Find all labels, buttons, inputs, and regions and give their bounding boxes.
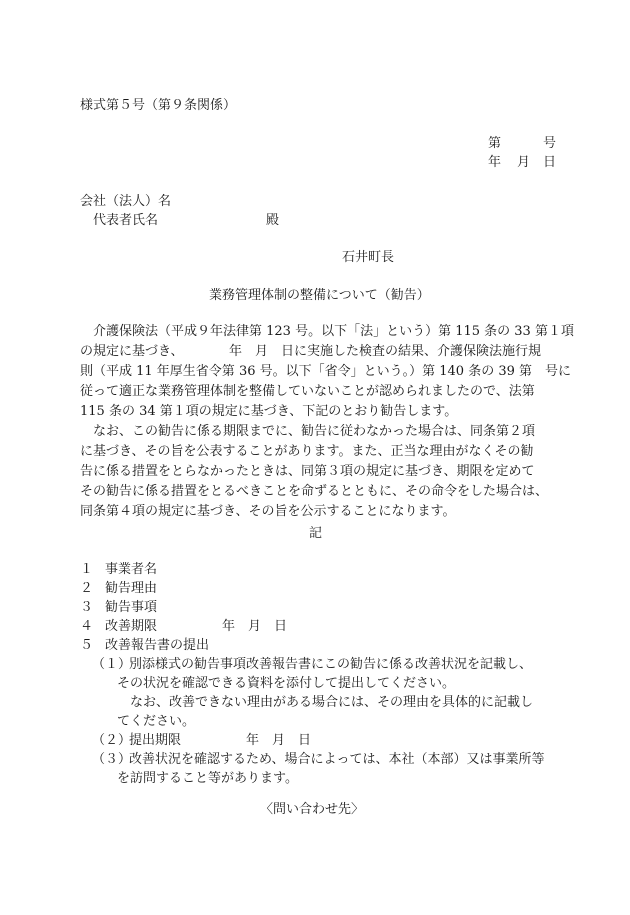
- number-prefix: 第: [488, 136, 502, 151]
- paragraph-line: 115 条の 34 第１項の規定に基づき、下記のとおり勧告します。: [80, 404, 458, 419]
- list-item: [80, 560, 560, 579]
- item-number: ５: [80, 638, 94, 653]
- list-item: [80, 617, 560, 636]
- item-text: 勧告事項: [105, 600, 158, 615]
- paragraph-line: 介護保険法（平成９年法律第 123 号。以下「法」という）第 115 条の 33 第１項: [80, 324, 574, 339]
- issuer: 石井町長: [342, 250, 395, 265]
- paragraph-line: 同条第４項の規定に基づき、その旨を公示することになります。: [80, 504, 456, 519]
- sub-item-continuation: [80, 693, 560, 712]
- date-month: 月: [517, 155, 531, 170]
- item-text: 改善期限 年 月 日: [105, 619, 288, 634]
- item-list: [80, 560, 560, 788]
- company-name-label: 会社（法人）名: [80, 194, 172, 209]
- number-suffix: 号: [543, 136, 557, 151]
- sub-item-text: なお、改善できない理由がある場合には、その理由を具体的に記載し: [117, 695, 534, 710]
- list-item: [80, 636, 560, 655]
- date-year: 年: [488, 155, 502, 170]
- sub-item-text: を訪問すること等があります。: [117, 771, 298, 786]
- sub-item-text: 提出期限 年 月 日: [129, 733, 312, 748]
- list-item: [80, 579, 560, 598]
- item-number: １: [80, 562, 94, 577]
- form-label: 様式第５号（第９条関係）: [80, 98, 237, 113]
- body-paragraph-1: [80, 322, 574, 422]
- paragraph-line: なお、この勧告に係る期限までに、勧告に従わなかった場合は、同条第２項: [80, 424, 536, 439]
- document-title: 業務管理体制の整備について（勧告）: [209, 288, 430, 303]
- sub-item-continuation: [80, 674, 560, 693]
- item-number: ２: [80, 581, 94, 596]
- paragraph-line: 則（平成 11 年厚生省令第 36 号。以下「省令」という。）第 140 条の 39 第 号に: [80, 364, 571, 379]
- sub-item-text: 改善状況を確認するため、場合によっては、本社（本部）又は事業所等: [129, 752, 545, 767]
- contact-heading: 〈問い合わせ先〉: [260, 802, 365, 817]
- item-number: ３: [80, 600, 94, 615]
- ki-heading: 記: [309, 526, 323, 541]
- list-item: [80, 598, 560, 617]
- item-text: 勧告理由: [105, 581, 158, 596]
- paragraph-line: 告に係る措置をとらなかったときは、同第３項の規定に基づき、期限を定めて: [80, 464, 535, 479]
- item-text: 事業者名: [105, 562, 158, 577]
- paragraph-line: の規定に基づき、 年 月 日に実施した検査の結果、介護保険法施行規: [80, 344, 541, 359]
- sub-item-continuation: [80, 712, 560, 731]
- body-paragraph-2: [80, 422, 552, 522]
- sub-item-3: [80, 750, 560, 769]
- honorific: 殿: [266, 213, 280, 228]
- sub-item-1: [80, 655, 560, 674]
- item-number: ４: [80, 619, 94, 634]
- paragraph-line: に基づき、その旨を公表することがあります。また、正当な理由がなくその勧: [80, 444, 534, 459]
- sub-item-continuation: [80, 769, 560, 788]
- sub-item-text: てください。: [117, 714, 196, 729]
- sub-item-text: 別添様式の勧告事項改善報告書にこの勧告に係る改善状況を記載し、: [129, 657, 533, 672]
- paragraph-line: その勧告に係る措置をとるべきことを命ずるとともに、その命令をした場合は、: [80, 484, 549, 499]
- sub-item-2: [80, 731, 560, 750]
- item-text: 改善報告書の提出: [105, 638, 210, 653]
- sub-item-text: その状況を確認できる資料を添付して提出してください。: [117, 676, 456, 691]
- sub-item-number: （３）: [92, 752, 132, 767]
- sub-item-number: （２）: [92, 733, 132, 748]
- sub-item-number: （１）: [92, 657, 132, 672]
- date-day: 日: [543, 155, 557, 170]
- representative-label: 代表者氏名: [93, 213, 159, 228]
- paragraph-line: 従って適正な業務管理体制を整備していないことが認められましたので、法第: [80, 384, 535, 399]
